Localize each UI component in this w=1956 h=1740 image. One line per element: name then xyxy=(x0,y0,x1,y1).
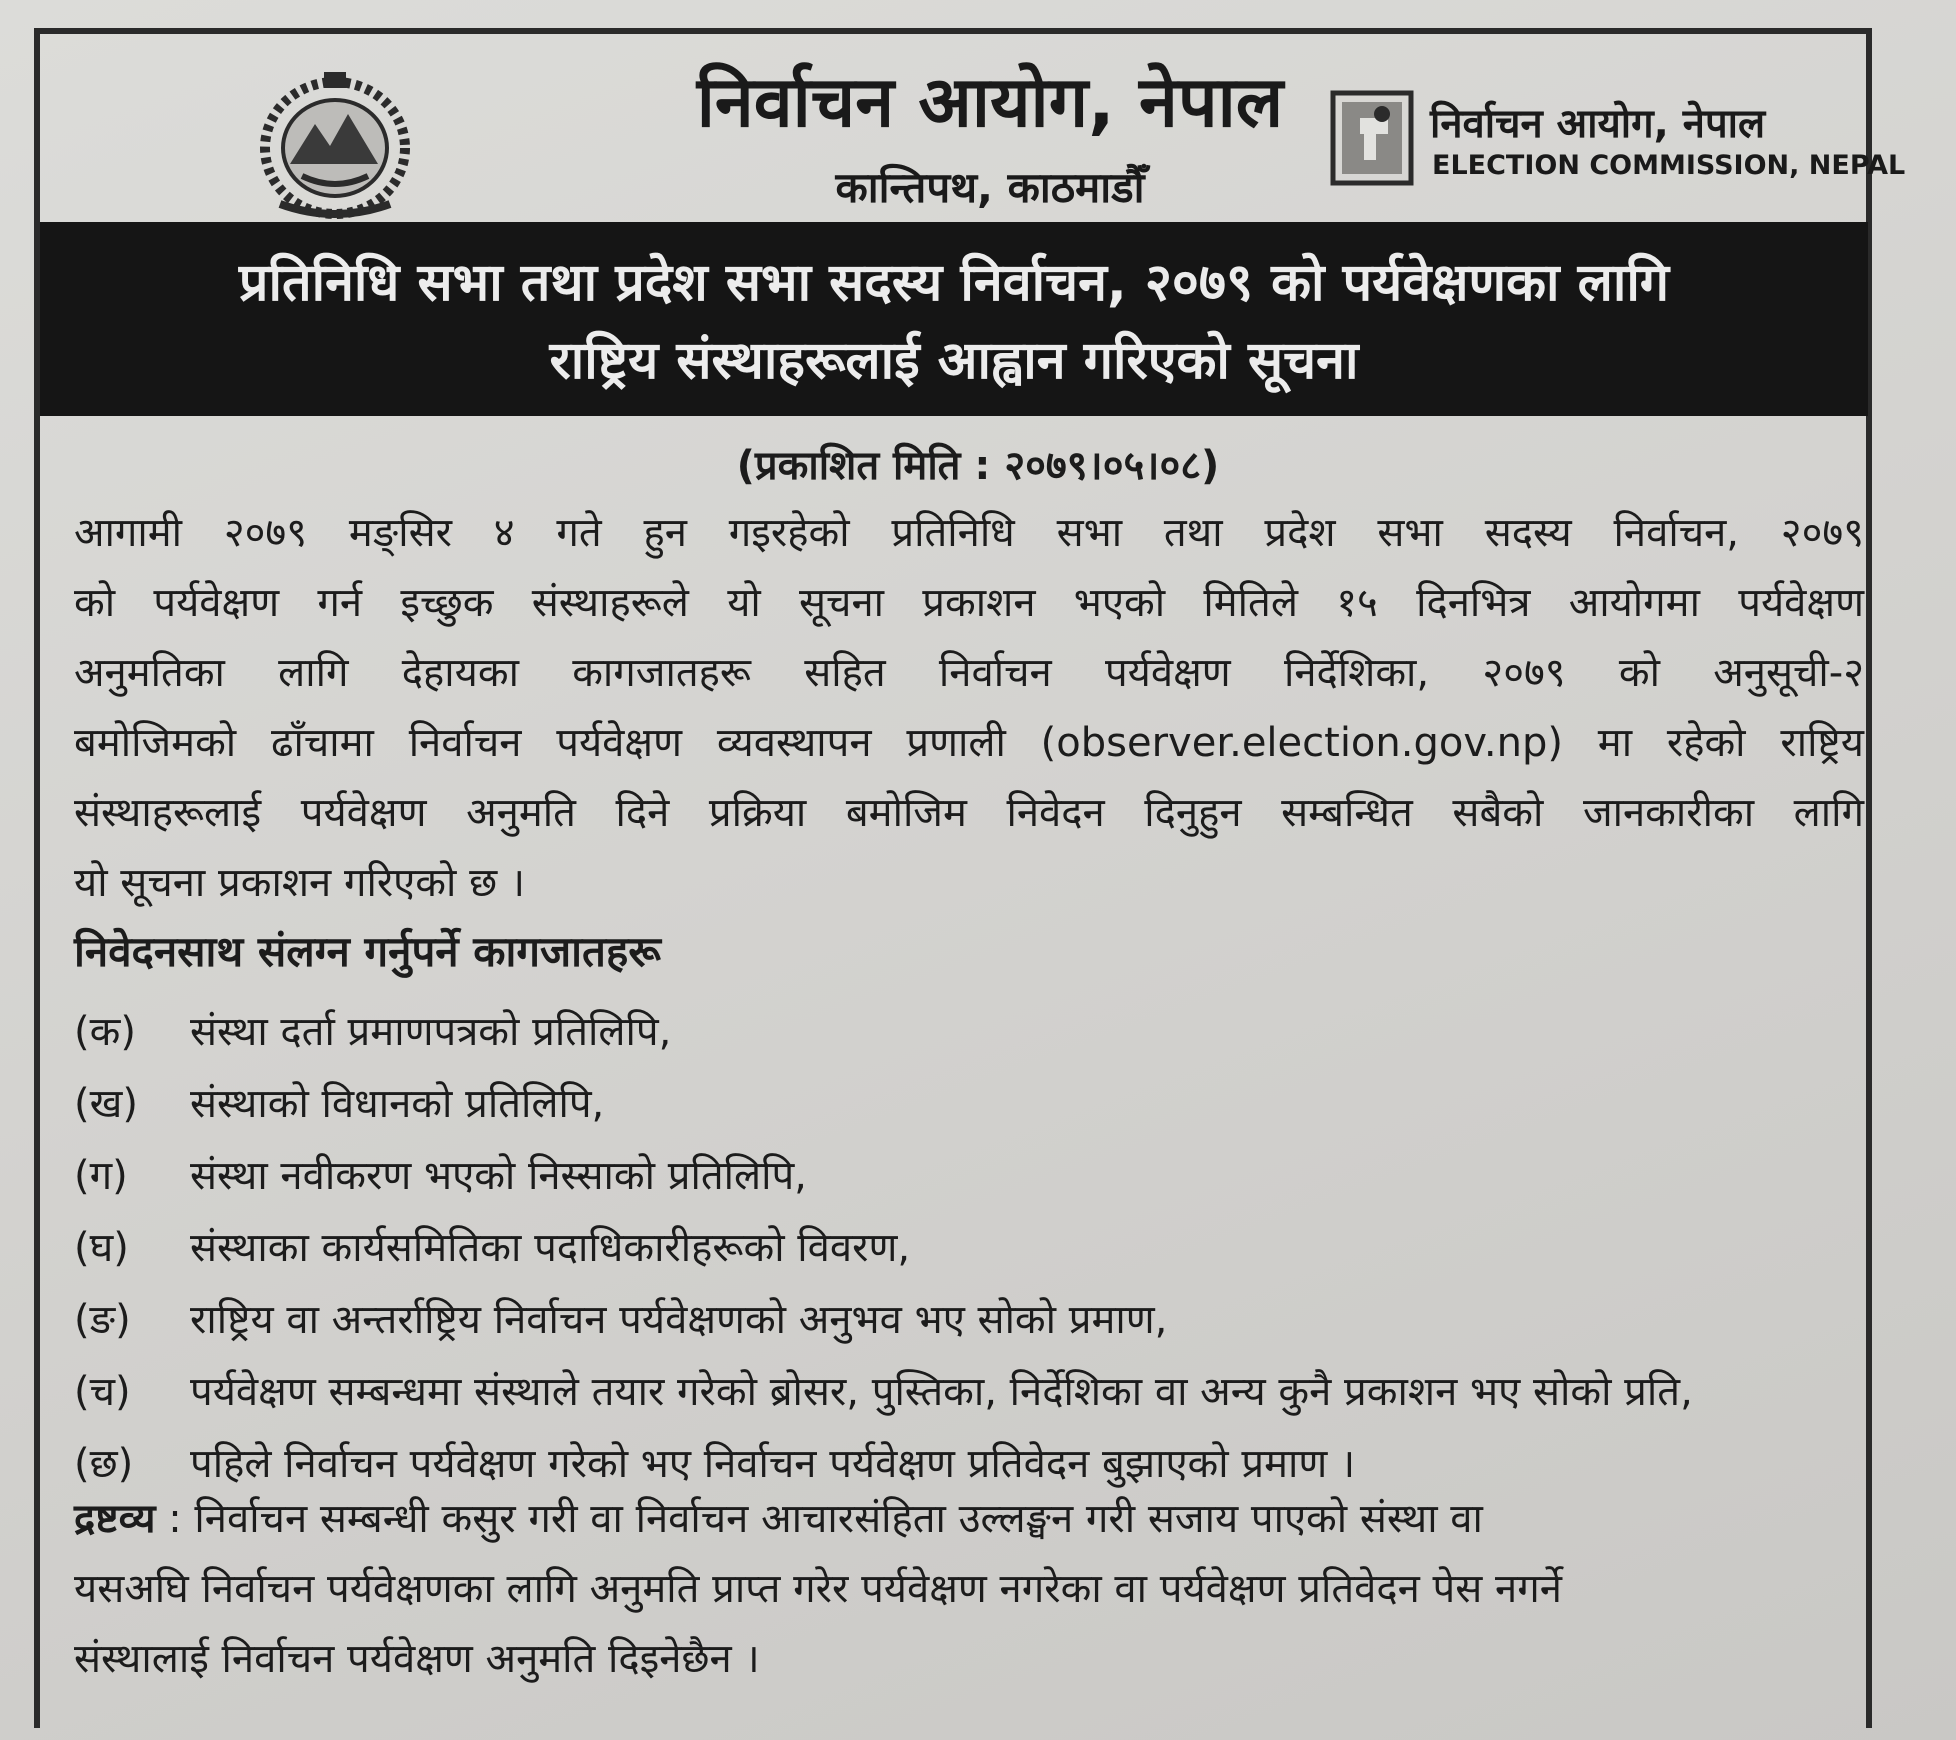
item-text: संस्था नवीकरण भएको निस्साको प्रतिलिपि, xyxy=(190,1153,807,1199)
note-text: निर्वाचन सम्बन्धी कसुर गरी वा निर्वाचन आचारसंहिता उल्लङ्घन गरी सजाय पाएको संस्था वा xyxy=(194,1496,1483,1542)
note-line-3: संस्थालाई निर्वाचन पर्यवेक्षण अनुमति दिइनेछैन । xyxy=(74,1636,760,1682)
banner-line-2: राष्ट्रिय संस्थाहरूलाई आह्वान गरिएको सूचना xyxy=(549,331,1359,391)
item-label: (च) xyxy=(74,1369,131,1415)
list-item xyxy=(74,996,1874,1068)
banner-line-1: प्रतिनिधि सभा तथा प्रदेश सभा सदस्य निर्वाचन, २०७९ को पर्यवेक्षणका लागि xyxy=(238,253,1670,313)
note-line-1 xyxy=(74,1484,1874,1554)
body-line: यो सूचना प्रकाशन गरिएको छ । xyxy=(74,860,526,906)
item-label: (ङ) xyxy=(74,1297,131,1343)
item-text: संस्था दर्ता प्रमाणपत्रको प्रतिलिपि, xyxy=(190,1009,672,1055)
item-label: (छ) xyxy=(74,1441,134,1487)
org-title: निर्वाचन आयोग, नेपाल xyxy=(696,61,1284,143)
note-label: द्रष्टव्य xyxy=(74,1496,156,1542)
item-text: पर्यवेक्षण सम्बन्धमा संस्थाले तयार गरेको ब्रोसर, पुस्तिका, निर्देशिका वा अन्य कुनै प्रकाशन भए सोको प्रति, xyxy=(190,1369,1693,1415)
note-line-2: यसअघि निर्वाचन पर्यवेक्षणका लागि अनुमति प्राप्त गरेर पर्यवेक्षण नगरेका वा पर्यवेक्षण प्रतिवेदन पेस नगर्ने xyxy=(74,1566,1562,1612)
body-line: संस्थाहरूलाई पर्यवेक्षण अनुमति दिने प्रक्रिया बमोजिम निवेदन दिनुहुन सम्बन्धित सबैको जानकारीका लागि xyxy=(74,790,1864,836)
body-line: को पर्यवेक्षण गर्न इच्छुक संस्थाहरूले यो सूचना प्रकाशन भएको मितिले १५ दिनभित्र आयोगमा पर्यवेक्षण xyxy=(74,580,1864,626)
note-separator: : xyxy=(155,1496,195,1542)
list-item xyxy=(74,1356,1874,1428)
requirements-list xyxy=(74,996,1874,1500)
notice-title-banner xyxy=(40,222,1868,416)
note-section xyxy=(74,1484,1874,1694)
body-line: बमोजिमको ढाँचामा निर्वाचन पर्यवेक्षण व्यवस्थापन प्रणाली (observer.election.gov.np) मा रहेको राष्ट्रिय xyxy=(74,720,1864,766)
notice-body xyxy=(74,498,1864,918)
list-item xyxy=(74,1212,1874,1284)
item-label: (ग) xyxy=(74,1153,128,1199)
item-text: राष्ट्रिय वा अन्तर्राष्ट्रिय निर्वाचन पर्यवेक्षणको अनुभव भए सोको प्रमाण, xyxy=(190,1297,1168,1343)
item-label: (घ) xyxy=(74,1225,129,1271)
body-line: अनुमतिका लागि देहायका कागजातहरू सहित निर्वाचन पर्यवेक्षण निर्देशिका, २०७९ को अनुसूची-२ xyxy=(74,650,1864,696)
item-text: संस्थाको विधानको प्रतिलिपि, xyxy=(190,1081,605,1127)
list-item xyxy=(74,1068,1874,1140)
nepal-emblem-icon xyxy=(250,64,420,224)
item-text: संस्थाका कार्यसमितिका पदाधिकारीहरूको विवरण, xyxy=(190,1225,911,1271)
logo-name-nepali: निर्वाचन आयोग, नेपाल xyxy=(1430,101,1766,147)
item-label: (क) xyxy=(74,1009,136,1055)
election-commission-logo-icon xyxy=(1330,90,1414,186)
item-label: (ख) xyxy=(74,1081,138,1127)
org-address: कान्तिपथ, काठमाडौँ xyxy=(835,163,1145,212)
published-date: (प्रकाशित मिति : २०७९।०५।०८) xyxy=(736,443,1220,489)
item-text: पहिले निर्वाचन पर्यवेक्षण गरेको भए निर्वाचन पर्यवेक्षण प्रतिवेदन बुझाएको प्रमाण । xyxy=(190,1441,1356,1487)
logo-name-english: ELECTION COMMISSION, NEPAL xyxy=(1432,150,1906,181)
list-item xyxy=(74,1140,1874,1212)
list-item xyxy=(74,1284,1874,1356)
requirements-heading: निवेदनसाथ संलग्न गर्नुपर्ने कागजातहरू xyxy=(74,927,661,976)
body-line: आगामी २०७९ मङ्सिर ४ गते हुन गइरहेको प्रतिनिधि सभा तथा प्रदेश सभा सदस्य निर्वाचन, २०७९ xyxy=(74,510,1864,556)
